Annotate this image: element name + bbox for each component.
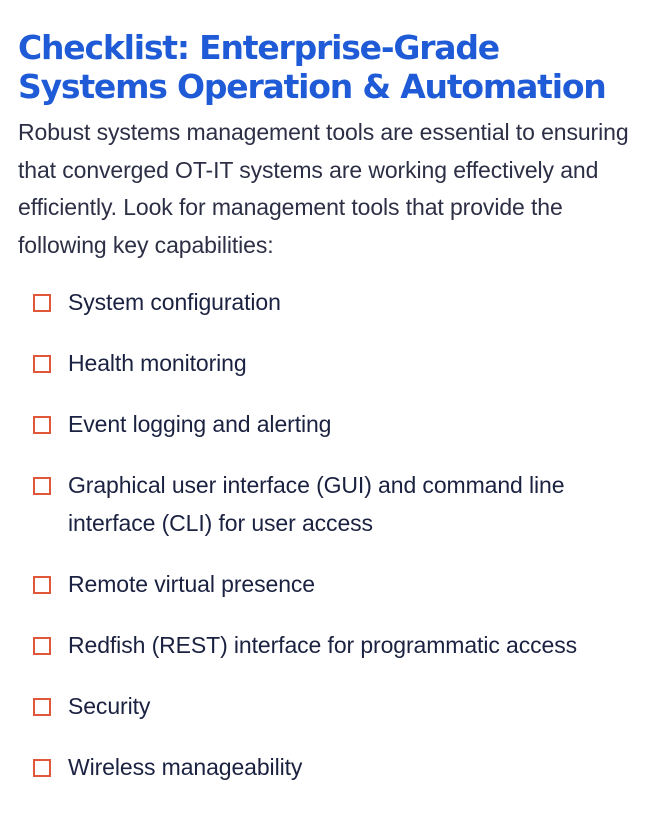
checklist-item [18,284,642,322]
checklist-item-label: Event logging and alerting [68,411,332,437]
checklist-item-label: Redfish (REST) interface for programmatic access [68,632,578,658]
checklist-item-label: Security [68,693,151,719]
checkbox-icon[interactable] [33,416,51,434]
checklist-item-label: Wireless manageability [68,754,303,780]
checkbox-icon[interactable] [33,576,51,594]
checkbox-icon[interactable] [33,637,51,655]
checkbox-icon[interactable] [33,355,51,373]
checklist-item-label: Health monitoring [68,350,247,376]
checklist-item [18,627,642,665]
checklist-item [18,749,642,787]
checkbox-icon[interactable] [33,698,51,716]
checklist-item-label: Graphical user interface (GUI) and command line interface (CLI) for user access [68,472,565,536]
checkbox-icon[interactable] [33,294,51,312]
checklist-item-label: System configuration [68,289,281,315]
checklist-item [18,467,642,542]
page-title [18,28,642,106]
checkbox-icon[interactable] [33,477,51,495]
checklist-item [18,566,642,604]
checklist-item [18,688,642,726]
checklist-item-label: Remote virtual presence [68,571,315,597]
intro-paragraph: Robust systems management tools are essential to ensuring that converged OT-IT systems are working effectively and efficiently. Look for management tools that provide the following key capabilities: [18,119,629,258]
checkbox-icon[interactable] [33,759,51,777]
capabilities-checklist [18,284,642,787]
title-line-2: Systems Operation & Automation [18,67,606,106]
checklist-item [18,345,642,383]
title-line-1: Checklist: Enterprise-Grade [18,28,499,67]
checklist-item [18,406,642,444]
